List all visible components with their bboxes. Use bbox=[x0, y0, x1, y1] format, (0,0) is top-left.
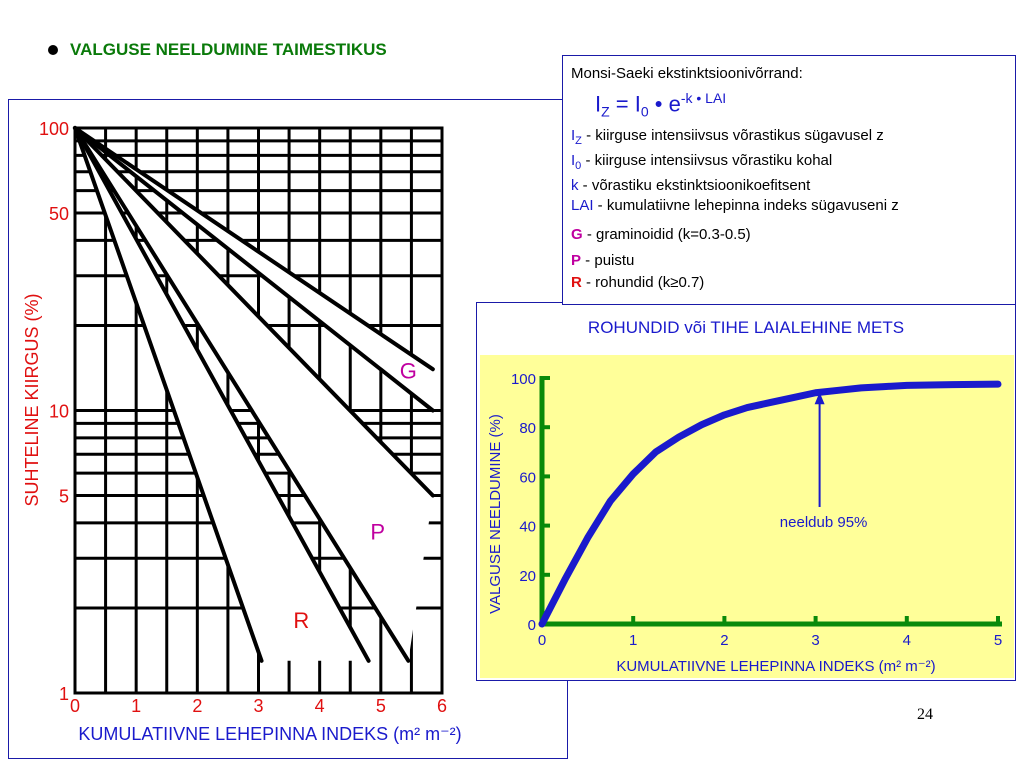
definition-item: k - võrastiku ekstinktsioonikoefitsent bbox=[571, 176, 811, 194]
x-tick-label: 2 bbox=[192, 696, 203, 716]
x-tick-label: 5 bbox=[993, 632, 1003, 649]
group-item: R - rohundid (k≥0.7) bbox=[571, 273, 705, 291]
group-item: G - graminoidid (k=0.3-0.5) bbox=[571, 225, 751, 243]
definition-item: LAI - kumulatiivne lehepinna indeks sügavuseni z bbox=[571, 196, 899, 214]
y-tick-label: 10 bbox=[48, 401, 69, 422]
y-tick-label: 0 bbox=[527, 617, 536, 634]
x-axis-label: KUMULATIIVNE LEHEPINNA INDEKS (m² m⁻²) bbox=[616, 658, 936, 675]
groups-list bbox=[571, 220, 1015, 294]
x-tick-label: 1 bbox=[131, 696, 142, 716]
formula-info-box bbox=[562, 55, 1016, 305]
region-label: R bbox=[293, 607, 310, 633]
x-tick-label: 5 bbox=[375, 696, 386, 716]
y-tick-label: 100 bbox=[38, 119, 69, 139]
x-tick-label: 3 bbox=[253, 696, 264, 716]
y-tick-label: 20 bbox=[519, 567, 536, 585]
definitions-list bbox=[571, 126, 1015, 216]
x-axis-label: KUMULATIIVNE LEHEPINNA INDEKS (m² m⁻²) bbox=[78, 724, 462, 744]
group-item: P - puistu bbox=[571, 251, 635, 269]
y-tick-label: 40 bbox=[519, 518, 536, 536]
y-tick-label: 5 bbox=[58, 486, 69, 507]
y-tick-label: 60 bbox=[519, 469, 536, 487]
y-tick-label: 1 bbox=[58, 684, 69, 704]
x-tick-label: 4 bbox=[902, 632, 911, 649]
y-axis-label: SUHTELINE KIIRGUS (%) bbox=[22, 293, 42, 507]
x-tick-label: 4 bbox=[314, 696, 325, 716]
annotation-label: neeldub 95% bbox=[779, 514, 868, 531]
y-tick-label: 100 bbox=[510, 371, 536, 388]
plot-background bbox=[480, 355, 1014, 678]
x-tick-label: 0 bbox=[69, 696, 81, 716]
region-label: G bbox=[399, 358, 417, 384]
x-tick-label: 6 bbox=[436, 696, 448, 716]
formula: $I_Z = I_0$ • $e^{-k • LAI}$ bbox=[595, 90, 727, 120]
page-number: 24 bbox=[917, 706, 933, 723]
definition-item: $I_Z$ - kiirguse intensiivsus võrastikus sügavusel z bbox=[571, 126, 884, 147]
formula-heading: Monsi-Saeki ekstinktsioonivõrrand: bbox=[571, 65, 803, 82]
definition-item: $I_0$ - kiirguse intensiivsus võrastiku kohal bbox=[571, 151, 833, 172]
x-tick-label: 2 bbox=[720, 632, 729, 649]
region-label: P bbox=[370, 519, 386, 545]
slide-title: VALGUSE NEELDUMINE TAIMESTIKUS bbox=[70, 40, 387, 59]
x-tick-label: 1 bbox=[629, 632, 638, 649]
y-tick-label: 80 bbox=[519, 420, 536, 438]
y-axis-label: VALGUSE NEELDUMINE (%) bbox=[487, 414, 504, 614]
x-tick-label: 0 bbox=[537, 632, 547, 649]
right-chart-title: ROHUNDID või TIHE LAIALEHINE METS bbox=[587, 318, 905, 337]
y-tick-label: 50 bbox=[48, 204, 69, 225]
right-chart bbox=[476, 302, 1016, 681]
x-tick-label: 3 bbox=[811, 632, 820, 649]
